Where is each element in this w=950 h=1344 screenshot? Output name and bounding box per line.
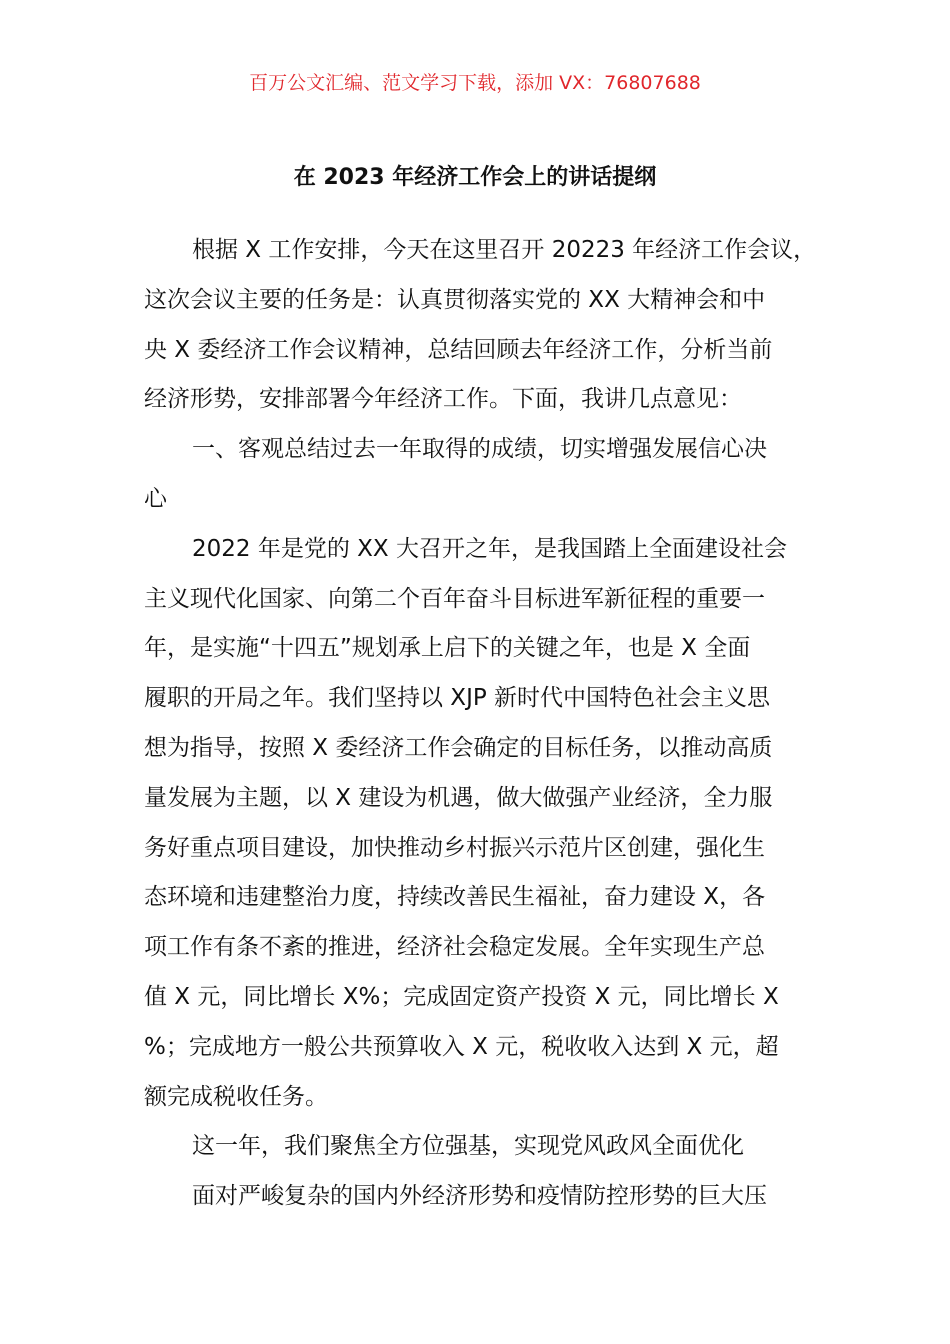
text-line: 态环境和违建整治力度，持续改善民生福祉，奋力建设 X，各 — [144, 884, 766, 911]
text-line: 心 — [144, 485, 167, 512]
text-line: 年，是实施“十四五”规划承上启下的关键之年，也是 X 全面 — [144, 635, 751, 662]
text-line: 务好重点项目建设，加快推动乡村振兴示范片区创建，强化生 — [144, 834, 765, 861]
text-line: 根据 X 工作安排，今天在这里召开 20223 年经济工作会议， — [192, 237, 817, 263]
watermark-header: 百万公文汇编、范文学习下载，添加 VX：76807688 — [249, 72, 701, 94]
text-line: 这次会议主要的任务是：认真贯彻落实党的 XX 大精神会和中 — [144, 286, 766, 313]
text-line: 主义现代化国家、向第二个百年奋斗目标进军新征程的重要一 — [144, 585, 765, 612]
text-line: 2022 年是党的 XX 大召开之年，是我国踏上全面建设社会 — [192, 535, 787, 562]
text-line: 想为指导，按照 X 委经济工作会确定的目标任务，以推动高质 — [144, 734, 773, 761]
text-line: 履职的开局之年。我们坚持以 XJP 新时代中国特色社会主义思 — [144, 685, 771, 712]
text-line: 量发展为主题，以 X 建设为机遇，做大做强产业经济，全力服 — [144, 784, 773, 811]
text-line: 经济形势，安排部署今年经济工作。下面，我讲几点意见： — [144, 386, 742, 413]
text-line: 央 X 委经济工作会议精神，总结回顾去年经济工作，分析当前 — [144, 336, 773, 363]
text-line: 一、客观总结过去一年取得的成绩，切实增强发展信心决 — [192, 436, 767, 463]
document-title: 在 2023 年经济工作会上的讲话提纲 — [293, 165, 657, 190]
text-line: %；完成地方一般公共预算收入 X 元，税收收入达到 X 元，超 — [144, 1033, 779, 1060]
text-line: 项工作有条不紊的推进，经济社会稳定发展。全年实现生产总 — [144, 934, 765, 961]
document-body — [144, 232, 824, 1228]
text-line: 面对严峻复杂的国内外经济形势和疫情防控形势的巨大压 — [192, 1183, 767, 1210]
text-line: 值 X 元，同比增长 X%；完成固定资产投资 X 元，同比增长 X — [144, 983, 779, 1010]
text-line: 这一年，我们聚焦全方位强基，实现党风政风全面优化 — [192, 1133, 744, 1160]
text-line: 额完成税收任务。 — [144, 1083, 328, 1110]
